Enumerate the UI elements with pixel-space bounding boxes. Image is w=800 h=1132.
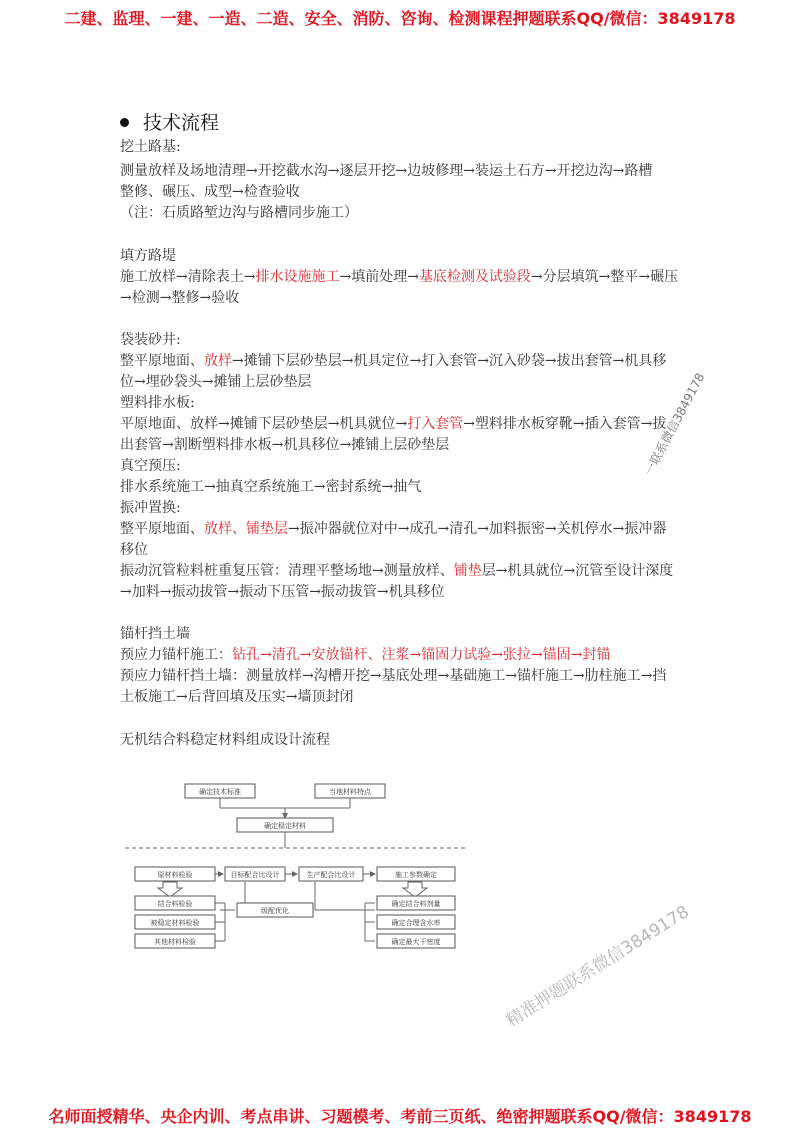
design-flowchart <box>125 770 475 960</box>
anchor-title: 锚杆挡土墙 <box>120 626 190 642</box>
sand-well-text: 整平原地面、 <box>120 353 204 369</box>
top-banner: 二建、监理、一建、一造、二造、安全、消防、咨询、检测课程押题联系QQ/微信：3849178 <box>64 9 736 28</box>
flow-label: 当地材料特点 <box>329 788 371 796</box>
anchor-line-3: 土板施工→后背回填及压实→墙顶封闭 <box>120 689 354 705</box>
anchor-text: 预应力锚杆施工： <box>120 647 232 663</box>
vacuum-title: 真空预压: <box>120 458 181 474</box>
anchor-line-1 <box>120 645 610 665</box>
hollow-arrow-icon <box>403 882 427 897</box>
excavation-line-2: 整修、碾压、成型→检查验收 <box>120 184 300 200</box>
flow-label: 其他材料检验 <box>154 938 196 946</box>
sand-well-highlight: 放样 <box>204 353 232 369</box>
fill-line-2: →检测→整修→验收 <box>120 290 240 306</box>
plastic-board-text: →塑料排水板穿靴→插入套管→拔 <box>463 416 667 432</box>
vibro-text: →振冲器就位对中→成孔→清孔→加料振密→关机停水→振冲器 <box>288 521 667 537</box>
vibro-line-1 <box>120 519 666 539</box>
anchor-highlight: 钻孔→清孔→安放锚杆、注浆→锚固力试验→张拉→锚固→封锚 <box>232 647 611 663</box>
flow-label: 目标配合比设计 <box>230 871 280 879</box>
fill-title: 填方路堤 <box>120 248 176 264</box>
fill-text: →分层填筑→整平→碾压 <box>530 269 679 285</box>
watermark-right: 一联系微信3849178 <box>641 370 708 478</box>
fill-highlight: 基底检测及试验段 <box>418 269 531 285</box>
design-flow-title: 无机结合料稳定材料组成设计流程 <box>120 732 330 748</box>
flow-label: 级配优化 <box>261 907 289 915</box>
fill-text: →填前处理→ <box>339 269 419 285</box>
heading-text: 技术流程 <box>143 112 220 134</box>
flow-label: 确定最大干密度 <box>391 938 441 946</box>
vibro-text: 层→机具就位→沉管至设计深度 <box>481 563 674 579</box>
bottom-banner: 名师面授精华、央企内训、考点串讲、习题模考、考前三页纸、绝密押题联系QQ/微信：3849178 <box>48 1107 752 1126</box>
flow-label: 原材料检验 <box>157 871 193 879</box>
plastic-board-text: 平原地面、放样→摊铺下层砂垫层→机具就位→ <box>120 416 408 432</box>
flow-label: 确定稳定材料 <box>264 822 306 830</box>
excavation-line-1: 测量放样及场地清理→开挖截水沟→逐层开挖→边坡修理→装运土石方→开挖边沟→路槽 <box>120 163 653 179</box>
plastic-board-title: 塑料排水板: <box>120 395 195 411</box>
plastic-board-line-1 <box>120 414 666 434</box>
fill-highlight: 排水设施施工 <box>255 269 340 285</box>
sand-well-line-2: 位→埋砂袋头→摊铺上层砂垫层 <box>120 374 312 390</box>
section-heading <box>120 108 219 135</box>
flow-label: 确定结合料剂量 <box>391 900 441 908</box>
anchor-line-2: 预应力锚杆挡土墙：测量放样→沟槽开挖→基底处理→基础施工→锚杆施工→肋柱施工→挡 <box>120 668 667 684</box>
fill-line-1 <box>120 267 678 287</box>
sand-well-line-1 <box>120 351 666 371</box>
flow-label: 生产配合比设计 <box>306 871 356 879</box>
fill-text: 施工放样→清除表土→ <box>120 269 256 285</box>
bullet-dot <box>120 118 129 127</box>
sand-well-title: 袋装砂井: <box>120 332 181 348</box>
vibro-text: 振动沉管粒料桩重复压管：清理平整场地→测量放样、 <box>120 563 454 579</box>
watermark-middle: 精准押题联系微信3849178 <box>502 902 693 1032</box>
vacuum-line-1: 排水系统施工→抽真空系统施工→密封系统→抽气 <box>120 479 422 495</box>
plastic-board-line-2: 出套管→割断塑料排水板→机具移位→摊铺上层砂垫层 <box>120 437 450 453</box>
flow-label: 结合料检验 <box>157 900 193 908</box>
vibro-line-4: →加料→振动拔管→振动下压管→振动拔管→机具移位 <box>120 584 445 600</box>
flow-label: 被稳定材料检验 <box>150 919 200 927</box>
sand-well-text: →摊铺下层砂垫层→机具定位→打入套管→沉入砂袋→拔出套管→机具移 <box>232 353 667 369</box>
vibro-highlight: 铺垫 <box>453 563 482 579</box>
excavation-title: 挖土路基: <box>120 139 181 155</box>
flow-label: 施工参数确定 <box>395 871 437 879</box>
flow-label: 确定技术标准 <box>199 788 241 796</box>
hollow-arrow-icon <box>158 882 182 897</box>
plastic-board-highlight: 打入套管 <box>407 416 464 432</box>
vibro-text: 整平原地面、 <box>120 521 204 537</box>
flow-label: 确定合理含水率 <box>391 919 441 927</box>
vibro-title: 振冲置换: <box>120 500 181 516</box>
vibro-line-2: 移位 <box>120 542 148 558</box>
vibro-line-3 <box>120 561 673 581</box>
excavation-note: （注：石质路堑边沟与路槽同步施工） <box>120 205 358 221</box>
vibro-highlight: 放样、铺垫层 <box>204 521 288 537</box>
